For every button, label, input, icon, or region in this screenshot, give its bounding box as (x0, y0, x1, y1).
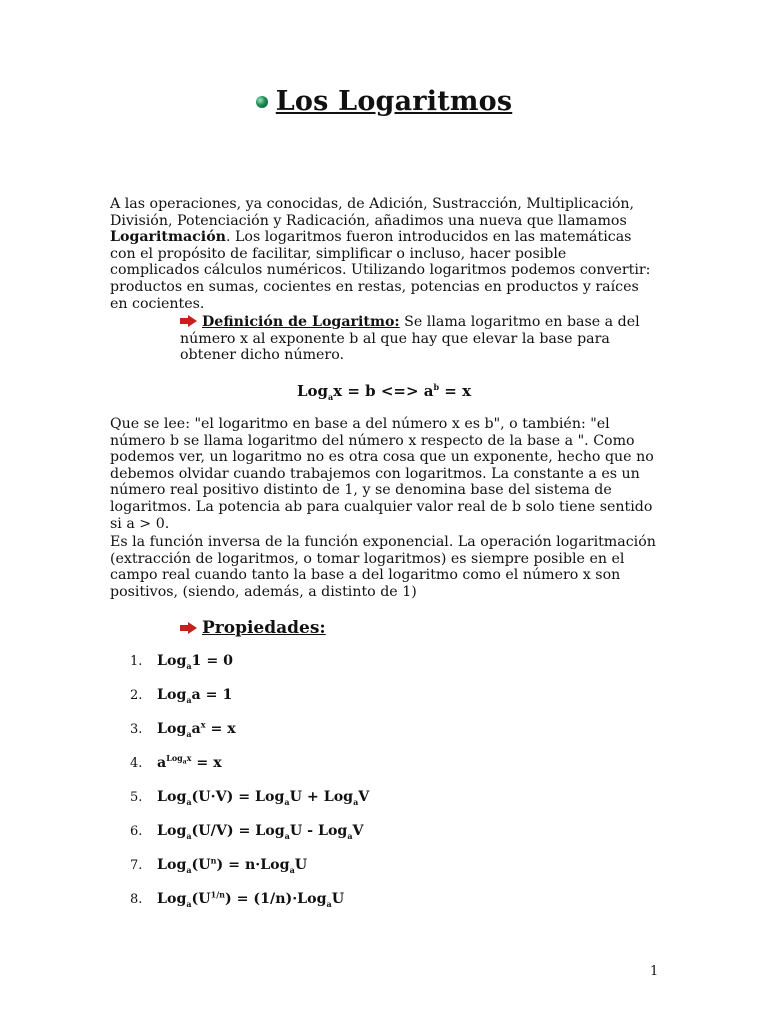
property-number: 7. (130, 858, 143, 873)
arrow-bullet-icon (180, 622, 198, 634)
f-part: U + Log (289, 789, 354, 805)
f-sub: a (186, 660, 192, 671)
property-formula (157, 755, 222, 771)
property-number: 2. (130, 688, 143, 703)
formula-base: a (327, 392, 334, 402)
property-item (130, 788, 530, 822)
f-sub: a (186, 830, 192, 841)
f-sup: 1/n (210, 889, 225, 900)
f-part: a (157, 755, 167, 771)
definition-bullet (180, 314, 650, 364)
f-sup: n (210, 855, 217, 866)
property-number: 3. (130, 722, 143, 737)
f-part: Log (157, 823, 187, 839)
definition-term: Definición de Logaritmo: (202, 314, 400, 330)
f-part: ) = n·Log (216, 857, 290, 873)
page-title-text: Los Logaritmos (275, 86, 513, 117)
f-part: V (358, 789, 370, 805)
f-part: U (331, 891, 345, 907)
f-part: ) = (1/n)·Log (224, 891, 327, 907)
f-part: (U (191, 857, 211, 873)
f-part: V (352, 823, 364, 839)
properties-heading (180, 618, 326, 638)
f-sub: a (353, 796, 359, 807)
property-item (130, 890, 530, 924)
f-sup (166, 753, 192, 766)
intro-text-2: . Los logaritmos fueron introducidos en las matemáticas con el propósito de facilitar, simplificar o incluso, hacer posible complicados cálculos numéricos. Utilizando logaritmos podemos convertir: productos en sumas, cocientes en restas, potencias en productos y raíces en cocientes. (110, 229, 651, 312)
arrow-bullet-icon (180, 315, 198, 327)
formula-right: = x (439, 382, 472, 400)
f-sub: a (284, 796, 290, 807)
inverse-paragraph: Es la función inversa de la función exponencial. La operación logaritmación (extracción de logaritmos, o tomar logaritmos) es siempre posible en el campo real cuando tanto la base a del logaritmo como el número x son positivos, (siendo, además, a distinto de 1) (110, 534, 656, 600)
f-sub: a (347, 830, 353, 841)
intro-text-1: A las operaciones, ya conocidas, de Adición, Sustracción, Multiplicación, División, Potenciación y Radicación, añadimos una nueva que llamamos (110, 196, 635, 229)
property-item (130, 686, 530, 720)
properties-list (130, 652, 530, 924)
main-formula (0, 382, 768, 400)
f-part: Log (157, 653, 187, 669)
f-part: U (294, 857, 308, 873)
title-block (0, 86, 768, 117)
formula-log: Log (296, 382, 328, 400)
definition-text: Se llama logaritmo en base a del número x al exponente b al que hay que elevar la base para obtener dicho número. (180, 314, 640, 364)
property-item (130, 720, 530, 754)
property-formula (157, 687, 232, 703)
f-sub: a (326, 898, 332, 909)
formula-left: x = b <=> a (333, 382, 434, 400)
f-part: 1 = 0 (191, 653, 234, 669)
property-number: 6. (130, 824, 143, 839)
property-formula (157, 857, 307, 873)
intro-bold-term: Logaritmación (110, 229, 226, 246)
property-item (130, 754, 530, 788)
page-title (256, 86, 513, 117)
property-formula (157, 721, 236, 737)
property-formula (157, 823, 364, 839)
f-sub: a (186, 728, 192, 739)
property-number: 5. (130, 790, 143, 805)
properties-heading-text: Propiedades: (202, 618, 326, 638)
property-number: 8. (130, 892, 143, 907)
f-part: (U·V) = Log (191, 789, 285, 805)
f-part: Log (157, 721, 187, 737)
property-item (130, 652, 530, 686)
formula-exp: b (433, 382, 440, 392)
property-number: 1. (130, 654, 143, 669)
f-sub: a (284, 830, 290, 841)
f-part: Log (157, 687, 187, 703)
f-part: = x (191, 755, 222, 771)
property-formula (157, 789, 369, 805)
f-part: Log (157, 891, 187, 907)
f-part: Log (157, 857, 187, 873)
property-item (130, 822, 530, 856)
f-sub: a (186, 864, 192, 875)
intro-paragraph (110, 196, 658, 312)
f-part: a = 1 (191, 687, 233, 703)
f-part: Log (157, 789, 187, 805)
f-sup-log: Log (166, 753, 183, 764)
f-part: (U (191, 891, 211, 907)
explanation-paragraph: Que se lee: "el logaritmo en base a del número x es b", o también: "el número b se llama logaritmo del número x respecto de la base a ". Como podemos ver, un logaritmo no es otra cosa que un exponente, hecho que no debemos olvidar cuando trabajemos con logaritmos. La constante a es un número real positivo distinto de 1, y se denomina base del sistema de logaritmos. La potencia ab para cualquier valor real de b solo tiene sentido si a > 0. (110, 416, 654, 532)
f-part: U - Log (289, 823, 348, 839)
f-sub: a (186, 796, 192, 807)
f-sub: a (186, 898, 192, 909)
f-part: = x (205, 721, 236, 737)
f-sup: x (200, 719, 206, 730)
f-part: a (191, 721, 201, 737)
property-number: 4. (130, 756, 143, 771)
green-bullet-icon (256, 96, 268, 108)
f-sub: a (186, 694, 192, 705)
property-formula (157, 653, 233, 669)
f-part: (U/V) = Log (191, 823, 285, 839)
page-number: 1 (650, 964, 659, 979)
f-sup-sub: a (182, 758, 187, 766)
property-item (130, 856, 530, 890)
f-sub: a (289, 864, 295, 875)
f-sup-x: x (186, 753, 192, 764)
property-formula (157, 891, 344, 907)
